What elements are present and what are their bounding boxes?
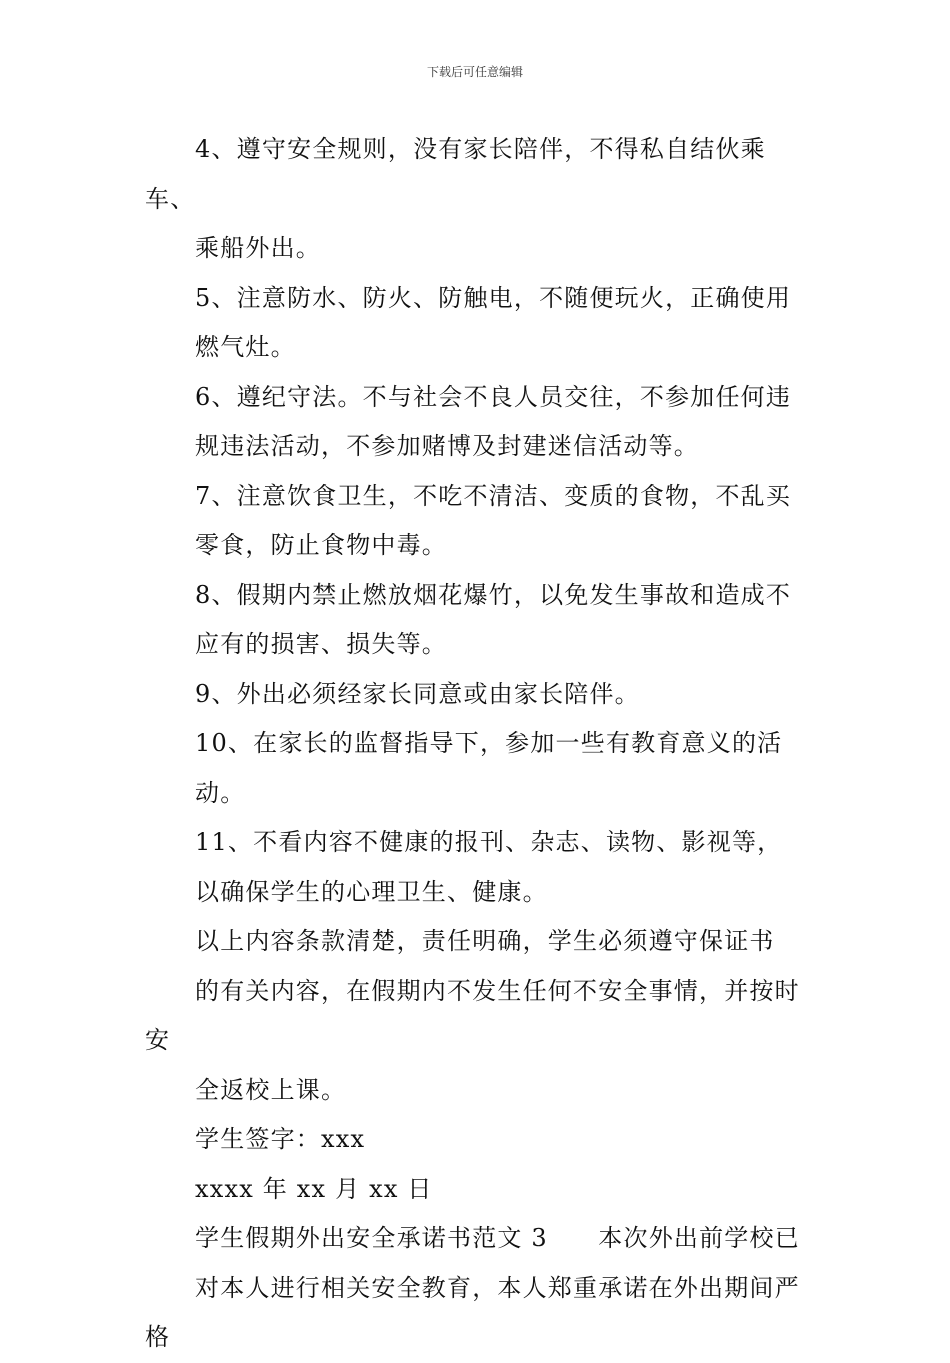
text-line: 零食，防止食物中毒。 <box>195 531 447 559</box>
text-line: 4、遵守安全规则，没有家长陪伴，不得私自结伙乘车、 <box>145 135 766 213</box>
paragraph-rule-10 <box>145 719 810 818</box>
text-line: 9、外出必须经家长同意或由家长陪伴。 <box>195 679 640 708</box>
document-body <box>145 125 810 1363</box>
text-line: 8、假期内禁止燃放烟花爆竹，以免发生事故和造成不 <box>195 580 792 609</box>
student-signature <box>145 1115 810 1165</box>
text-line: 乘船外出。 <box>195 234 321 262</box>
text-line: xxxx 年 xx 月 xx 日 <box>195 1174 433 1203</box>
text-line: 以上内容条款清楚，责任明确，学生必须遵守保证书 <box>195 927 775 955</box>
paragraph-rule-9 <box>145 670 810 720</box>
text-line: 学生签字：xxx <box>195 1125 366 1153</box>
paragraph-rule-7 <box>145 472 810 571</box>
paragraph-rule-11 <box>145 818 810 917</box>
paragraph-rule-6 <box>145 373 810 472</box>
text-line: 全返校上课。 <box>195 1075 347 1104</box>
paragraph-rule-8 <box>145 571 810 670</box>
text-line: 11、不看内容不健康的报刊、杂志、读物、影视等， <box>195 828 783 856</box>
text-line: 的有关内容，在假期内不发生任何不安全事情，并按时安 <box>145 976 800 1054</box>
text-line: 7、注意饮食卫生，不吃不清洁、变质的食物，不乱买 <box>195 481 792 510</box>
paragraph-rule-4 <box>145 125 810 274</box>
text-line: 应有的损害、损失等。 <box>195 630 447 658</box>
text-line: 对本人进行相关安全教育，本人郑重承诺在外出期间严格 <box>145 1273 800 1351</box>
text-line: 动。 <box>195 778 246 807</box>
text-line: 10、在家长的监督指导下，参加一些有教育意义的活 <box>195 729 783 757</box>
text-line: 6、遵纪守法。不与社会不良人员交往，不参加任何违 <box>195 382 792 411</box>
text-line: 学生假期外出安全承诺书范文 3 本次外出前学校已 <box>195 1224 800 1252</box>
text-line: 5、注意防水、防火、防触电，不随便玩火，正确使用 <box>195 283 792 312</box>
text-line: 燃气灶。 <box>195 333 296 361</box>
page-header: 下载后可任意编辑 <box>426 65 523 79</box>
paragraph-rule-5 <box>145 274 810 373</box>
text-line: 规违法活动，不参加赌博及封建迷信活动等。 <box>195 432 699 460</box>
paragraph-summary <box>145 917 810 1115</box>
signature-date <box>145 1165 810 1215</box>
text-line: 以确保学生的心理卫生、健康。 <box>195 877 548 906</box>
paragraph-sample-3 <box>145 1214 810 1363</box>
